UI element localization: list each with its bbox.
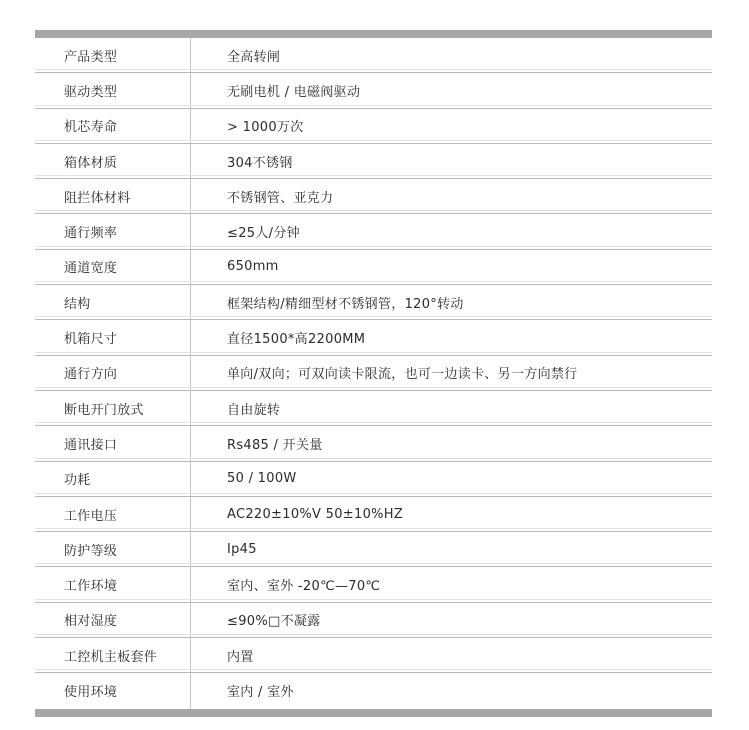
spec-value: 全高转闸 [227, 49, 281, 65]
spec-row [35, 497, 712, 532]
spec-value: Rs485 / 开关量 [227, 437, 323, 453]
spec-value: 室内 / 室外 [227, 685, 294, 701]
spec-row [35, 214, 712, 249]
spec-row [35, 109, 712, 144]
spec-value: 无刷电机 / 电磁阀驱动 [227, 84, 361, 100]
spec-value: 自由旋转 [227, 402, 281, 418]
spec-label: 机芯寿命 [35, 109, 191, 143]
spec-row [35, 603, 712, 638]
spec-value: 304不锈钢 [227, 155, 293, 171]
spec-row [35, 638, 712, 673]
spec-label: 产品类型 [35, 38, 191, 72]
spec-label: 通讯接口 [35, 426, 191, 460]
spec-row [35, 38, 712, 73]
spec-row [35, 391, 712, 426]
spec-rows [35, 38, 712, 709]
spec-label: 工作环境 [35, 567, 191, 601]
spec-value: 框架结构/精细型材不锈钢管，120°转动 [227, 296, 464, 312]
spec-row [35, 179, 712, 214]
spec-label: 工作电压 [35, 497, 191, 531]
spec-label: 相对湿度 [35, 603, 191, 637]
spec-value: 不锈钢管、亚克力 [227, 190, 334, 206]
spec-label: 工控机主板套件 [35, 638, 191, 672]
spec-table [35, 30, 712, 717]
spec-label: 箱体材质 [35, 144, 191, 178]
spec-value: > 1000万次 [227, 120, 304, 136]
spec-value: ≤90%□不凝露 [227, 614, 321, 630]
spec-label: 断电开门放式 [35, 391, 191, 425]
spec-label: 功耗 [35, 462, 191, 496]
spec-row [35, 285, 712, 320]
spec-label: 机箱尺寸 [35, 320, 191, 354]
spec-row [35, 567, 712, 602]
spec-label: 使用环境 [35, 673, 191, 708]
spec-value: 650mm [227, 259, 279, 275]
spec-label: 驱动类型 [35, 73, 191, 107]
spec-label: 防护等级 [35, 532, 191, 566]
spec-value: 单向/双向；可双向读卡限流，也可一边读卡、另一方向禁行 [227, 367, 578, 383]
spec-row [35, 532, 712, 567]
spec-value: AC220±10%V 50±10%HZ [227, 506, 404, 522]
spec-label: 阻拦体材料 [35, 179, 191, 213]
spec-value: Ip45 [227, 541, 257, 557]
spec-label: 通行方向 [35, 356, 191, 390]
spec-value: 内置 [227, 649, 254, 665]
spec-label: 通道宽度 [35, 250, 191, 284]
spec-row [35, 250, 712, 285]
spec-row [35, 320, 712, 355]
spec-label: 通行频率 [35, 214, 191, 248]
spec-value: 50 / 100W [227, 471, 297, 487]
spec-value: 室内、室外 -20℃—70℃ [227, 579, 381, 595]
spec-row [35, 462, 712, 497]
spec-row [35, 673, 712, 708]
bottom-border-bar [35, 709, 712, 717]
spec-row [35, 356, 712, 391]
spec-row [35, 144, 712, 179]
spec-row [35, 426, 712, 461]
spec-label: 结构 [35, 285, 191, 319]
spec-value: 直径1500*高2200MM [227, 332, 366, 348]
spec-row [35, 73, 712, 108]
top-border-bar [35, 30, 712, 38]
spec-value: ≤25人/分钟 [227, 226, 300, 242]
